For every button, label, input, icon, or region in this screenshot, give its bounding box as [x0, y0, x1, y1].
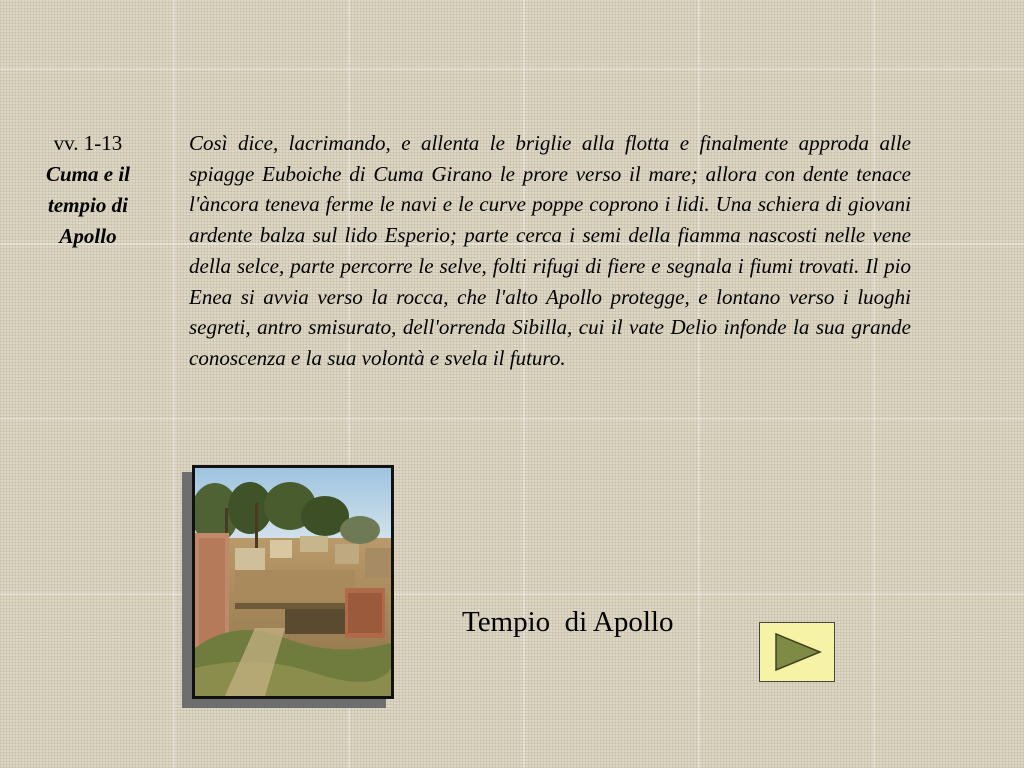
section-title: Cuma e il tempio di Apollo: [45, 162, 130, 248]
verse-heading: [30, 128, 146, 252]
photo-caption: Tempio di Apollo: [462, 606, 674, 638]
play-triangle-icon: [774, 632, 822, 672]
verse-reference: vv. 1-13: [53, 131, 123, 155]
next-slide-button[interactable]: [759, 622, 835, 682]
temple-photo: [192, 465, 394, 699]
passage-text: Così dice, lacrimando, e allenta le briglie alla flotta e finalmente approda alle spiagge Euboiche di Cuma Girano le prore verso il mare; allora con dente tenace l'àncora teneva ferme le navi e le curve poppe coprono i lidi. Una schiera di giovani ardente balza sul lido Esperio; parte cerca i semi della fiamma nascosti nelle vene della selce, parte percorre le selve, folti rifugi di fiere e segnala i fiumi trovati. Il pio Enea si avvia verso la rocca, che l'alto Apollo protegge, e lontano verso i luoghi segreti, antro smisurato, dell'orrenda Sibilla, cui il vate Delio infonde la sua grande conoscenza e la sua volontà e svela il futuro.: [189, 131, 911, 370]
